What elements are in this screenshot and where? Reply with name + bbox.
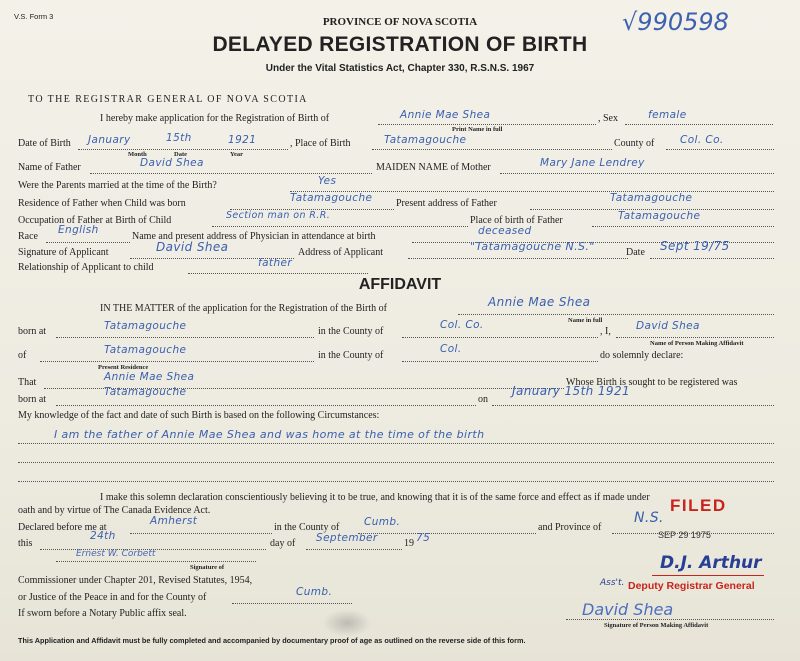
justice-county-value: Cumb.: [296, 586, 333, 598]
born-at2-line: [56, 405, 476, 406]
county3-line: [358, 533, 536, 534]
province-label: and Province of: [538, 522, 602, 533]
on-label: on: [478, 394, 488, 405]
page-title: DELAYED REGISTRATION OF BIRTH: [212, 33, 588, 56]
present-residence-caption: Present Residence: [98, 364, 149, 371]
province-heading: PROVINCE OF NOVA SCOTIA: [322, 16, 478, 28]
of-line: [40, 361, 314, 362]
dob-label: Date of Birth: [18, 138, 71, 149]
commissioner-signature: Ernest W. Corbett: [76, 549, 156, 559]
this-label: this: [18, 538, 33, 549]
county-line-affidavit: [402, 337, 598, 338]
physician-value: deceased: [478, 225, 532, 237]
applicant-addr-line: [408, 258, 628, 259]
year-prefix: 19: [404, 538, 414, 549]
print-name-caption: Print Name in full: [452, 126, 503, 133]
footer-note: This Application and Affidavit must be fully completed and accompanied by documentary proof of age as outlined on the reverse side of this form.: [18, 636, 526, 645]
county3-value: Cumb.: [364, 516, 401, 528]
month-line: [306, 549, 402, 550]
born-at-line: [56, 337, 314, 338]
date-caption: Date: [174, 151, 187, 158]
relationship-value: father: [258, 257, 293, 269]
applicant-addr-label: Address of Applicant: [298, 247, 383, 258]
applicant-addr-value: "Tatamagouche N.S.": [470, 240, 595, 253]
county-label-affidavit: in the County of: [318, 326, 384, 337]
father-label: Name of Father: [18, 162, 81, 173]
maiden-line: [500, 173, 774, 174]
dob-month: January: [88, 134, 131, 146]
occupation-line: [212, 226, 468, 227]
signature-of-caption: Signature of: [190, 564, 225, 571]
notary-line: If sworn before a Notary Public affix seal.: [18, 608, 187, 619]
that-value: Annie Mae Shea: [104, 371, 195, 383]
month-caption: Month: [128, 151, 147, 158]
relationship-line: [188, 273, 368, 274]
matter-line: [458, 314, 774, 315]
place-line: [372, 149, 612, 150]
county-line: [666, 149, 774, 150]
registrar-line: TO THE REGISTRAR GENERAL OF NOVA SCOTIA: [28, 94, 308, 105]
county2-line: [402, 361, 598, 362]
year-value: 75: [416, 532, 431, 544]
circumstance-line-3: [18, 481, 774, 482]
commissioner-sign-line: [56, 561, 256, 562]
signature-value: David Shea: [156, 240, 229, 254]
matter-name: Annie Mae Shea: [488, 295, 591, 309]
child-name-value: Annie Mae Shea: [400, 109, 491, 121]
dob-year: 1921: [228, 134, 257, 146]
father-birthplace-label: Place of birth of Father: [470, 215, 563, 226]
i-value: David Shea: [636, 320, 700, 332]
application-intro: I hereby make application for the Registration of Birth of: [100, 113, 330, 124]
physician-label: Name and present address of Physician in attendance at birth: [132, 231, 376, 242]
date-line: [650, 258, 774, 259]
sex-label: , Sex: [598, 113, 618, 124]
county-label: County of: [614, 138, 655, 149]
day-of-label: day of: [270, 538, 296, 549]
that-label: That: [18, 377, 37, 388]
dob-line: [78, 149, 288, 150]
married-label: Were the Parents married at the time of the Birth?: [18, 180, 217, 191]
deputy-title: Deputy Registrar General: [628, 580, 755, 592]
sex-value: female: [648, 109, 687, 121]
father-birthplace-line: [592, 226, 774, 227]
on-value: January 15th 1921: [512, 384, 631, 398]
deputy-signature: D.J. Arthur: [660, 553, 762, 573]
solemn-line-1: I make this solemn declaration conscientiously believing it to be true, and knowing that it is of the same force and effect as if made under: [100, 492, 650, 503]
born-at-label: born at: [18, 326, 47, 337]
i-line: [616, 337, 774, 338]
county-value-affidavit: Col. Co.: [440, 319, 484, 331]
form-id: V.S. Form 3: [14, 12, 54, 21]
father-birthplace-value: Tatamagouche: [618, 210, 701, 222]
sex-line: [625, 124, 773, 125]
maiden-label: MAIDEN NAME of Mother: [376, 162, 491, 173]
county3-label: in the County of: [274, 522, 340, 533]
commissioner-line: Commissioner under Chapter 201, Revised Statutes, 1954,: [18, 575, 253, 586]
county-value: Col. Co.: [680, 134, 724, 146]
child-name-line: [378, 124, 596, 125]
born-at2-value: Tatamagouche: [104, 386, 187, 398]
dob-date: 15th: [166, 132, 192, 144]
affidavit-heading: AFFIDAVIT: [358, 276, 442, 293]
present-addr-label: Present address of Father: [396, 198, 497, 209]
of-value: Tatamagouche: [104, 344, 187, 356]
county2-label: in the County of: [318, 350, 384, 361]
father-value: David Shea: [140, 157, 204, 169]
on-line: [492, 405, 774, 406]
race-label: Race: [18, 231, 38, 242]
declared-label: Declared before me at: [18, 522, 107, 533]
signature-label: Signature of Applicant: [18, 247, 109, 258]
knowledge-label: My knowledge of the fact and date of such Birth is based on the following Circumstances:: [18, 410, 380, 421]
born-at-value: Tatamagouche: [104, 320, 187, 332]
declared-at-value: Amherst: [150, 515, 198, 527]
maiden-value: Mary Jane Lendrey: [540, 157, 645, 169]
justice-county-line: [232, 603, 352, 604]
circumstance-text: I am the father of Annie Mae Shea and was home at the time of the birth: [54, 428, 485, 441]
day-value: 24th: [90, 530, 116, 542]
affiant-signature: David Shea: [582, 600, 674, 619]
declared-line: [130, 533, 272, 534]
circumstance-line-2: [18, 462, 774, 463]
year-caption: Year: [230, 151, 243, 158]
married-value: Yes: [318, 175, 337, 187]
registration-number: √990598: [622, 8, 729, 36]
county2-value: Col.: [440, 343, 462, 355]
filed-date: SEP 29 1975: [658, 530, 711, 540]
matter-label: IN THE MATTER of the application for the Registration of the Birth of: [100, 303, 387, 314]
deputy-prefix: Ass't.: [600, 578, 625, 588]
of-label: of: [18, 350, 27, 361]
relationship-label: Relationship of Applicant to child: [18, 262, 154, 273]
circumstance-line-1: [18, 443, 774, 444]
person-caption: Name of Person Making Affidavit: [650, 340, 744, 347]
father-line: [90, 173, 372, 174]
whose-birth-label: Whose Birth is sought to be registered was: [566, 377, 738, 388]
occupation-label: Occupation of Father at Birth of Child: [18, 215, 172, 226]
i-label: , I,: [600, 326, 611, 337]
filed-stamp: FILED: [670, 496, 727, 515]
date-label: Date: [626, 247, 645, 258]
race-line: [46, 242, 130, 243]
occupation-value: Section man on R.R.: [226, 210, 331, 221]
date-value: Sept 19/75: [660, 239, 730, 253]
residence-label: Residence of Father when Child was born: [18, 198, 186, 209]
present-addr-value: Tatamagouche: [610, 192, 693, 204]
declare-label: do solemnly declare:: [600, 350, 684, 361]
name-in-full-caption: Name in full: [568, 317, 603, 324]
affiant-caption: Signature of Person Making Affidavit: [604, 622, 709, 629]
place-value: Tatamagouche: [384, 134, 467, 146]
province-value: N.S.: [634, 510, 664, 526]
justice-line: or Justice of the Peace in and for the County of: [18, 592, 207, 603]
residence-value: Tatamagouche: [290, 192, 373, 204]
solemn-line-2: oath and by virtue of The Canada Evidence Act.: [18, 505, 211, 516]
affiant-sign-line: [566, 619, 774, 620]
notary-seal-impression: [324, 610, 370, 636]
deputy-line: [652, 575, 764, 576]
place-label: , Place of Birth: [290, 138, 351, 149]
month-value: September: [316, 532, 378, 544]
race-value: English: [58, 224, 99, 236]
born-at2-label: born at: [18, 394, 47, 405]
page-subtitle: Under the Vital Statistics Act, Chapter 330, R.S.N.S. 1967: [265, 63, 535, 74]
